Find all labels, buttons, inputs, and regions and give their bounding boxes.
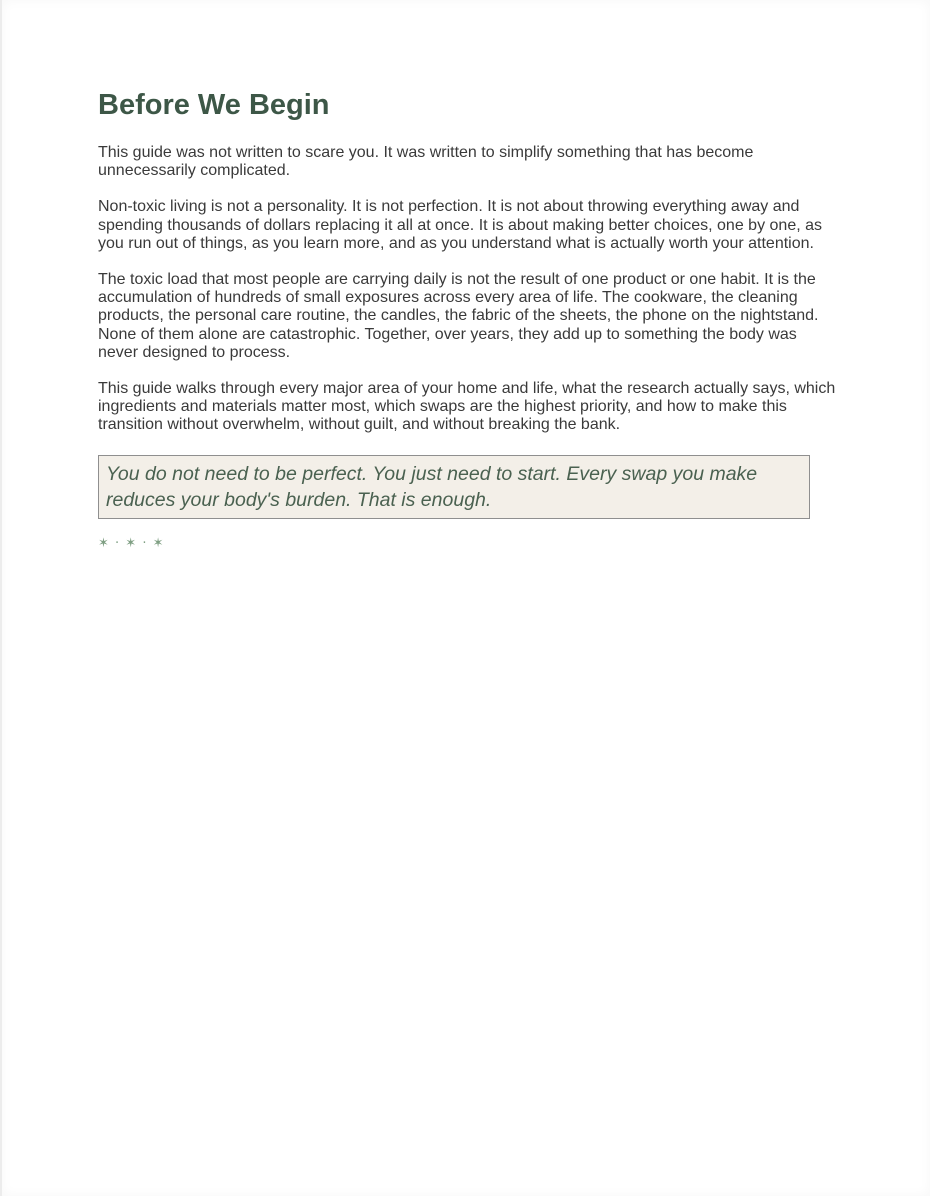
page-content (98, 88, 838, 551)
callout-quote: You do not need to be perfect. You just need to start. Every swap you make reduces your body's burden. That is enough. (98, 455, 810, 519)
intro-paragraph-2: Non-toxic living is not a personality. It is not perfection. It is not about throwing everything away and spending thousands of dollars replacing it all at once. It is about making better choices, one by one, as you run out of things, as you learn more, and as you understand what is actually worth your attention. (98, 198, 822, 252)
intro-paragraph-4: This guide walks through every major area of your home and life, what the research actually says, which ingredients and materials matter most, which swaps are the highest priority, and how to make this transition without overwhelm, without guilt, and without breaking the bank. (98, 380, 836, 434)
document-page (2, 0, 930, 1196)
intro-paragraph-3: The toxic load that most people are carrying daily is not the result of one product or one habit. It is the accumulation of hundreds of small exposures across every area of life. The cookware, the cleaning products, the personal care routine, the candles, the fabric of the sheets, the phone on the nightstand. None of them alone are catastrophic. Together, over years, they add up to something the body was never designed to process. (98, 271, 819, 361)
page-title: Before We Begin (98, 89, 330, 121)
intro-paragraph-1: This guide was not written to scare you. It was written to simplify something that has become unnecessarily complicated. (98, 144, 754, 180)
section-divider: ✶ · ✶ · ✶ (98, 535, 165, 551)
